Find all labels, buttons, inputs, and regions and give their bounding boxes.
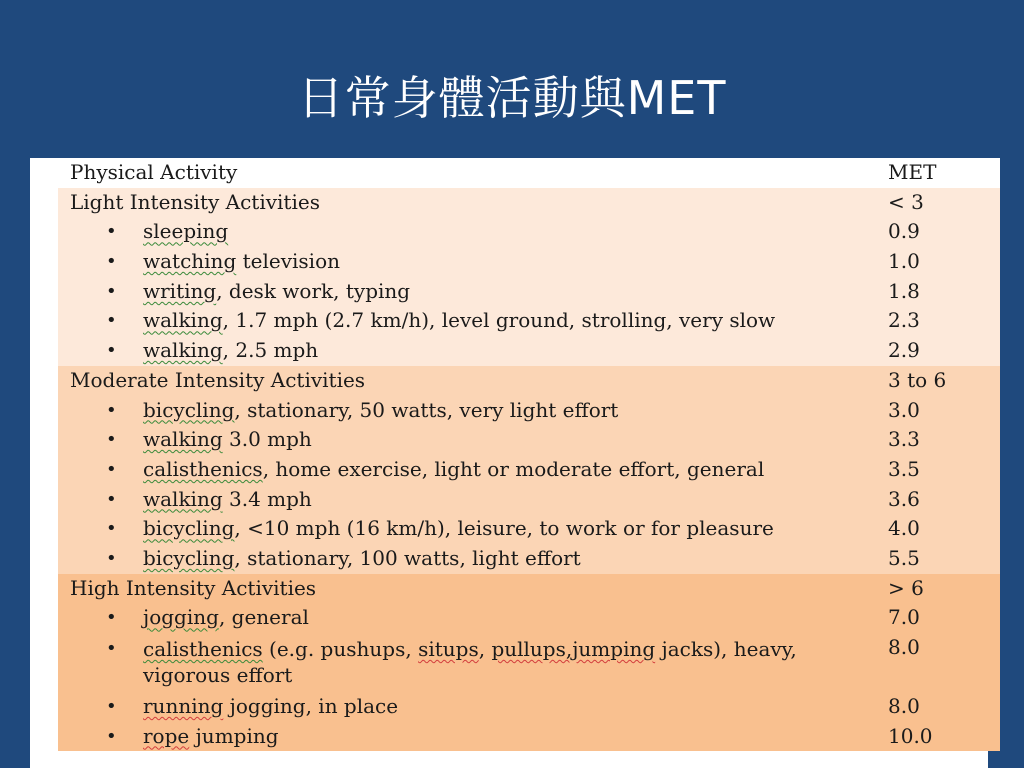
table-row — [58, 336, 1000, 366]
activity-text: • bicycling, <10 mph (16 km/h), leisure, to work or for pleasure — [143, 514, 843, 544]
activity-text: • watching television — [143, 247, 843, 277]
met-value: 8.0 — [888, 635, 920, 659]
table-row — [58, 277, 1000, 307]
activity-text: • walking, 1.7 mph (2.7 km/h), level ground, strolling, very slow — [143, 306, 843, 336]
met-value: 3.6 — [888, 486, 920, 511]
table-row — [58, 455, 1000, 485]
category-met: 3 to 6 — [888, 367, 947, 392]
table-row — [58, 633, 1000, 692]
met-value: 2.9 — [888, 338, 920, 363]
category-label: Light Intensity Activities — [70, 189, 320, 214]
table-header-row — [58, 158, 1000, 188]
met-value: 2.3 — [888, 308, 920, 333]
category-row-light — [58, 188, 1000, 218]
table-row — [58, 396, 1000, 426]
activity-text: • rope jumping — [143, 722, 843, 752]
met-value: 8.0 — [888, 694, 920, 718]
activity-text: • walking 3.0 mph — [143, 425, 843, 455]
activity-text: • jogging, general — [143, 603, 843, 633]
activity-text: • sleeping — [143, 217, 843, 247]
activity-text: • walking, 2.5 mph — [143, 336, 843, 366]
category-met: < 3 — [888, 189, 924, 214]
met-value: 1.8 — [888, 278, 920, 303]
met-value: 1.0 — [888, 249, 920, 274]
activity-text: • bicycling, stationary, 50 watts, very light effort — [143, 396, 843, 426]
met-value: 0.9 — [888, 219, 920, 244]
activity-text: • walking 3.4 mph — [143, 485, 843, 515]
table-row — [58, 514, 1000, 544]
table-row — [58, 544, 1000, 574]
slide-title: 日常身體活動與MET — [297, 71, 727, 125]
category-met: > 6 — [888, 575, 924, 600]
category-label: Moderate Intensity Activities — [70, 367, 366, 392]
table-row — [58, 217, 1000, 247]
met-value: 10.0 — [888, 723, 933, 748]
table-row — [58, 603, 1000, 633]
activity-text: • calisthenics, home exercise, light or moderate effort, general — [143, 455, 843, 485]
met-value: 3.0 — [888, 397, 920, 422]
category-row-high — [58, 574, 1000, 604]
table-row — [58, 247, 1000, 277]
activity-text: • writing, desk work, typing — [143, 277, 843, 307]
table-row — [58, 306, 1000, 336]
met-table-image — [30, 158, 988, 768]
met-value: 5.5 — [888, 545, 920, 570]
table-row — [58, 485, 1000, 515]
column-header-activity: Physical Activity — [70, 160, 238, 184]
met-table — [58, 158, 1000, 751]
table-row — [58, 692, 1000, 722]
column-header-met: MET — [888, 160, 937, 184]
met-value: 3.5 — [888, 456, 920, 481]
table-row — [58, 722, 1000, 752]
met-value: 4.0 — [888, 516, 920, 541]
category-row-moderate — [58, 366, 1000, 396]
activity-text: • running jogging, in place — [143, 692, 843, 722]
activity-text: • calisthenics (e.g. pushups, situps, pullups,jumping jacks), heavy, vigorous effort — [143, 633, 843, 688]
category-label: High Intensity Activities — [70, 575, 317, 600]
met-value: 3.3 — [888, 427, 920, 452]
table-row — [58, 425, 1000, 455]
activity-text: • bicycling, stationary, 100 watts, light effort — [143, 544, 843, 574]
met-value: 7.0 — [888, 605, 920, 630]
